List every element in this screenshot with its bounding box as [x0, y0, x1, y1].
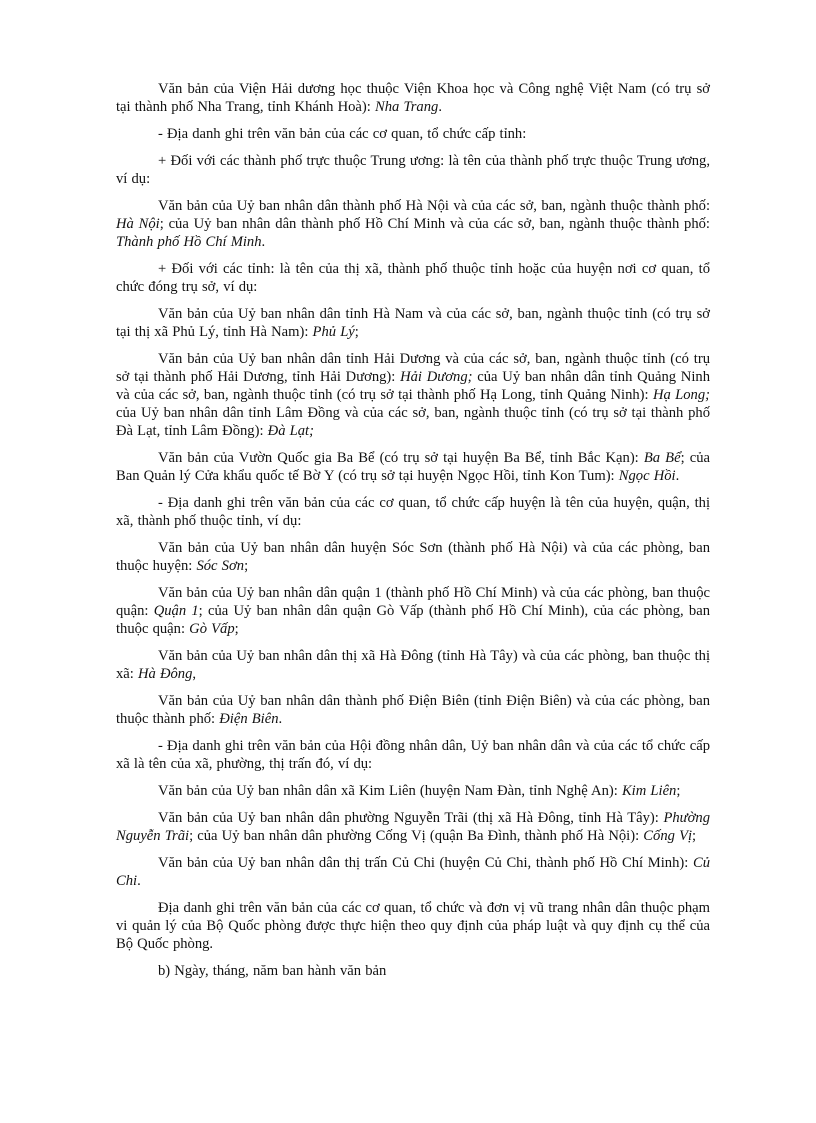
paragraph [116, 899, 710, 953]
place-name-example: Hạ Long; [652, 387, 710, 403]
paragraph-text: ; của Uỷ ban nhân dân quận Gò Vấp (thành phố Hồ Chí Minh), của các phòng, ban thuộc quận: [116, 603, 710, 637]
paragraph-text: - Địa danh ghi trên văn bản của các cơ quan, tổ chức cấp tỉnh: [158, 126, 527, 142]
paragraph-text: Văn bản của Uỷ ban nhân dân huyện Sóc Sơn (thành phố Hà Nội) và của các phòng, ban thuộc huyện: [116, 540, 710, 574]
paragraph-text: . [137, 873, 141, 889]
place-name-example: Kim Liên [621, 783, 677, 799]
paragraph-text: . [261, 234, 266, 250]
document-page [116, 80, 710, 989]
paragraph-text: ; [676, 783, 681, 799]
paragraph [116, 494, 710, 530]
paragraph-text: ; [692, 828, 697, 844]
paragraph [116, 854, 710, 890]
paragraph-text: + Đối với các tỉnh: là tên của thị xã, thành phố thuộc tỉnh hoặc của huyện nơi cơ quan, tổ chức đóng trụ sở, ví dụ: [116, 261, 710, 295]
paragraph [116, 584, 710, 638]
paragraph-text: Văn bản của Viện Hải dương học thuộc Viện Khoa học và Công nghệ Việt Nam (có trụ sở tại thành phố Nha Trang, tỉnh Khánh Hoà): [116, 81, 710, 115]
paragraph-text: Văn bản của Uỷ ban nhân dân xã Kim Liên (huyện Nam Đàn, tỉnh Nghệ An): [158, 783, 622, 799]
paragraph-text: Văn bản của Vườn Quốc gia Ba Bể (có trụ sở tại huyện Ba Bể, tỉnh Bắc Kạn): [158, 450, 644, 466]
paragraph-text: Văn bản của Uỷ ban nhân dân quận 1 (thành phố Hồ Chí Minh) và của các phòng, ban thuộc quận: [116, 585, 710, 619]
paragraph-text: . [675, 468, 680, 484]
paragraph [116, 305, 710, 341]
paragraph-text: Văn bản của Uỷ ban nhân dân thị trấn Củ Chi (huyện Củ Chi, thành phố Hồ Chí Minh): [158, 855, 693, 871]
document-body [116, 80, 710, 980]
paragraph-text: - Địa danh ghi trên văn bản của Hội đồng nhân dân, Uỷ ban nhân dân và của các tổ chức cấp xã là tên của xã, phường, thị trấn đó, ví dụ: [116, 738, 710, 772]
paragraph-text: - Địa danh ghi trên văn bản của các cơ quan, tổ chức cấp huyện là tên của huyện, quận, thị xã, thành phố thuộc tỉnh, ví dụ: [116, 495, 710, 529]
paragraph [116, 962, 710, 980]
paragraph-text: ; [234, 621, 239, 637]
paragraph-text: Văn bản của Uỷ ban nhân dân tỉnh Hà Nam và của các sở, ban, ngành thuộc tỉnh (có trụ sở tại thị xã Phủ Lý, tỉnh Hà Nam): [116, 306, 710, 340]
paragraph-text: của Uỷ ban nhân dân tỉnh Quảng Ninh và của các sở, ban, ngành thuộc tỉnh (có trụ sở tại thành phố Hạ Long, tỉnh Quảng Ninh): [116, 369, 710, 403]
paragraph [116, 809, 710, 845]
paragraph-text: , [192, 666, 197, 682]
paragraph-text: ; của Ban Quản lý Cửa khẩu quốc tế Bờ Y (có trụ sở tại huyện Ngọc Hồi, tỉnh Kon Tum): [116, 450, 710, 484]
paragraph [116, 737, 710, 773]
paragraph [116, 152, 710, 188]
paragraph-text: ; của Uỷ ban nhân dân thành phố Hồ Chí Minh và của các sở, ban, ngành thuộc thành phố: [159, 216, 710, 232]
paragraph-text: của Uỷ ban nhân dân tỉnh Lâm Đồng và của các sở, ban, ngành thuộc tỉnh (có trụ sở tại thành phố Đà Lạt, tỉnh Lâm Đồng): [116, 405, 710, 439]
place-name-example: Ba Bể [643, 450, 681, 466]
place-name-example: Phường Nguyễn Trãi [116, 810, 710, 844]
paragraph-text: ; của Uỷ ban nhân dân phường Cống Vị (quận Ba Đình, thành phố Hà Nội): [189, 828, 644, 844]
paragraph-text: b) Ngày, tháng, năm ban hành văn bản [158, 963, 387, 979]
place-name-example: Quận 1 [153, 603, 199, 619]
place-name-example: Đà Lạt; [267, 423, 314, 439]
place-name-example: Sóc Sơn [196, 558, 245, 574]
paragraph [116, 782, 710, 800]
place-name-example: Hải Dương; [400, 369, 473, 385]
paragraph-text: Văn bản của Uỷ ban nhân dân thị xã Hà Đông (tỉnh Hà Tây) và của các phòng, ban thuộc thị xã: [116, 648, 710, 682]
paragraph-text: + Đối với các thành phố trực thuộc Trung ương: là tên của thành phố trực thuộc Trung ương, ví dụ: [116, 153, 710, 187]
paragraph-text: Văn bản của Uỷ ban nhân dân thành phố Hà Nội và của các sở, ban, ngành thuộc thành phố: [158, 198, 710, 214]
paragraph-text: Văn bản của Uỷ ban nhân dân phường Nguyễn Trãi (thị xã Hà Đông, tỉnh Hà Tây): [158, 810, 664, 826]
paragraph [116, 260, 710, 296]
place-name-example: Củ Chi [116, 855, 710, 889]
place-name-example: Điện Biên [219, 711, 279, 727]
paragraph [116, 350, 710, 440]
paragraph-text: ; [354, 324, 359, 340]
paragraph-text: Văn bản của Uỷ ban nhân dân thành phố Điện Biên (tỉnh Điện Biên) và của các phòng, ban thuộc thành phố: [116, 693, 710, 727]
paragraph-text: . [278, 711, 283, 727]
paragraph [116, 647, 710, 683]
place-name-example: Ngọc Hồi [618, 468, 676, 484]
paragraph [116, 125, 710, 143]
paragraph-text: Văn bản của Uỷ ban nhân dân tỉnh Hải Dương và của các sở, ban, ngành thuộc tỉnh (có trụ sở tại thành phố Hải Dương, tỉnh Hải Dương): [116, 351, 710, 385]
place-name-example: Gò Vấp [189, 621, 235, 637]
paragraph-text: . [438, 99, 442, 115]
paragraph-text: Địa danh ghi trên văn bản của các cơ quan, tổ chức và đơn vị vũ trang nhân dân thuộc phạm vi quản lý của Bộ Quốc phòng được thực hiện theo quy định của pháp luật và quy định cụ thể của Bộ Quốc phòng. [116, 900, 710, 952]
place-name-example: Hà Đông [137, 666, 193, 682]
paragraph-text: ; [244, 558, 249, 574]
place-name-example: Phủ Lý [312, 324, 355, 340]
place-name-example: Thành phố Hồ Chí Minh [116, 234, 262, 250]
paragraph [116, 449, 710, 485]
paragraph [116, 692, 710, 728]
place-name-example: Hà Nội [116, 216, 160, 232]
place-name-example: Cống Vị [643, 828, 693, 844]
paragraph [116, 197, 710, 251]
place-name-example: Nha Trang [374, 99, 439, 115]
paragraph [116, 80, 710, 116]
paragraph [116, 539, 710, 575]
